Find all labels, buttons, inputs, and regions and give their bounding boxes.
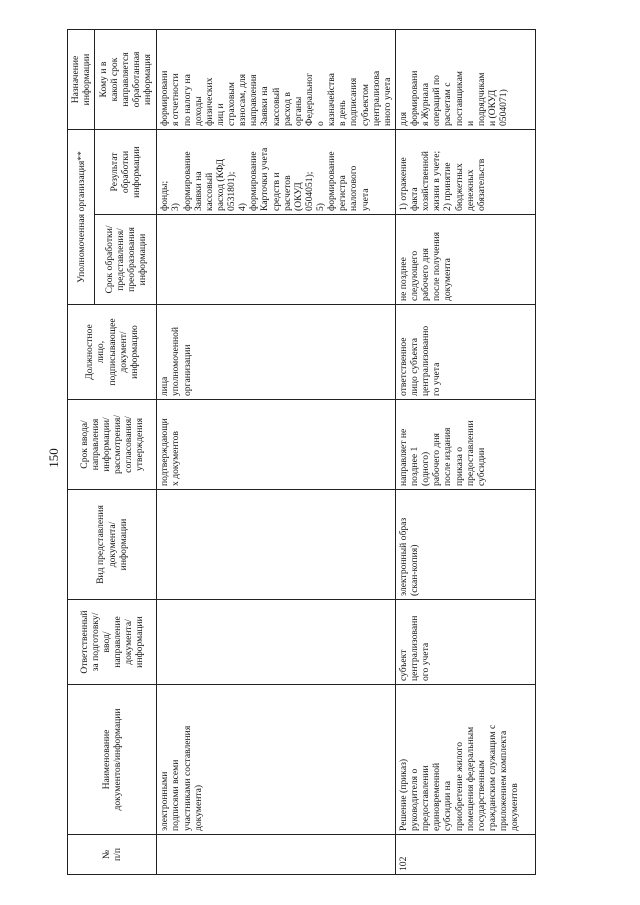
cell-official: ответственное лицо субъекта централизованно го учета xyxy=(395,305,535,400)
cell-name: электронными подписями всеми участниками составления документа) xyxy=(157,685,396,835)
cell-responsible xyxy=(157,600,396,685)
cell-purpose-to: формировани я отчетности по налогу на доходы физических лиц и страховым взносам, для направления Заявки на кассовый расход в органы Федеральног о казначейства в день подписания субъектом централизова нного учета xyxy=(157,30,396,130)
cell-org-deadline xyxy=(157,215,396,305)
header-purpose-to: Кому и в какой срок направляется обработанная информация xyxy=(95,30,157,130)
table-row xyxy=(157,30,396,875)
cell-responsible: субъект централизованн ого учета xyxy=(395,600,535,685)
cell-name: Решение (приказ) руководителя о предоставлении единовременной субсидии на приобретение жилого помещения федеральным государственным гражданским служащим с приложением комплекта документов xyxy=(395,685,535,835)
cell-official: лица уполномоченной организации xyxy=(157,305,396,400)
header-org-group: Уполномоченная организация** xyxy=(68,130,95,305)
cell-org-deadline: не позднее следующего рабочего дня после получения документа xyxy=(395,215,535,305)
header-responsible: Ответственный за подготовку/ ввод/ направление документа/ информации xyxy=(68,600,157,685)
cell-num: 102 xyxy=(395,835,535,875)
cell-purpose-to: для формировани я Журнала операций по расчетам с поставщикам и подрядчикам и (ОКУД 0504071) xyxy=(395,30,535,130)
rotated-page xyxy=(67,30,521,875)
cell-deadline: направляет не позднее 1 (одного) рабочего дня после издания приказа о предоставлении субсидии xyxy=(395,400,535,490)
header-num: № п/п xyxy=(68,835,157,875)
cell-num xyxy=(157,835,396,875)
header-purpose-group: Назначение информации xyxy=(68,30,95,130)
cell-kind xyxy=(157,490,396,600)
cell-deadline: подтверждающи х документов xyxy=(157,400,396,490)
page-number: 150 xyxy=(46,448,61,468)
header-org-result: Результат обработки информации xyxy=(95,130,157,215)
header-official: Должностное лицо, подписывающее документ/ информацию xyxy=(68,305,157,400)
header-name: Наименование документов/информации xyxy=(68,685,157,835)
header-deadline: Срок ввода/ направления информации/ рассмотрения/ согласования/ утверждения xyxy=(68,400,157,490)
header-org-deadline: Срок обработки/ представления/ преобразования информации xyxy=(95,215,157,305)
cell-org-result: 1) отражение факта хозяйственной жизни в учете; 2) принятие бюджетных денежных обязательств xyxy=(395,130,535,215)
header-kind: Вид представления документа/ информации xyxy=(68,490,157,600)
table-row xyxy=(395,30,535,875)
cell-kind: электронный образ (скан-копия) xyxy=(395,490,535,600)
cell-org-result: фонды; 3) формирование Заявки на кассовый расход (КФД 0531801); 4) формирование Карточки учета средств и расчетов (ОКУД 0504051); 5) формирование регистра налогового учета xyxy=(157,130,396,215)
document-table xyxy=(67,29,536,875)
